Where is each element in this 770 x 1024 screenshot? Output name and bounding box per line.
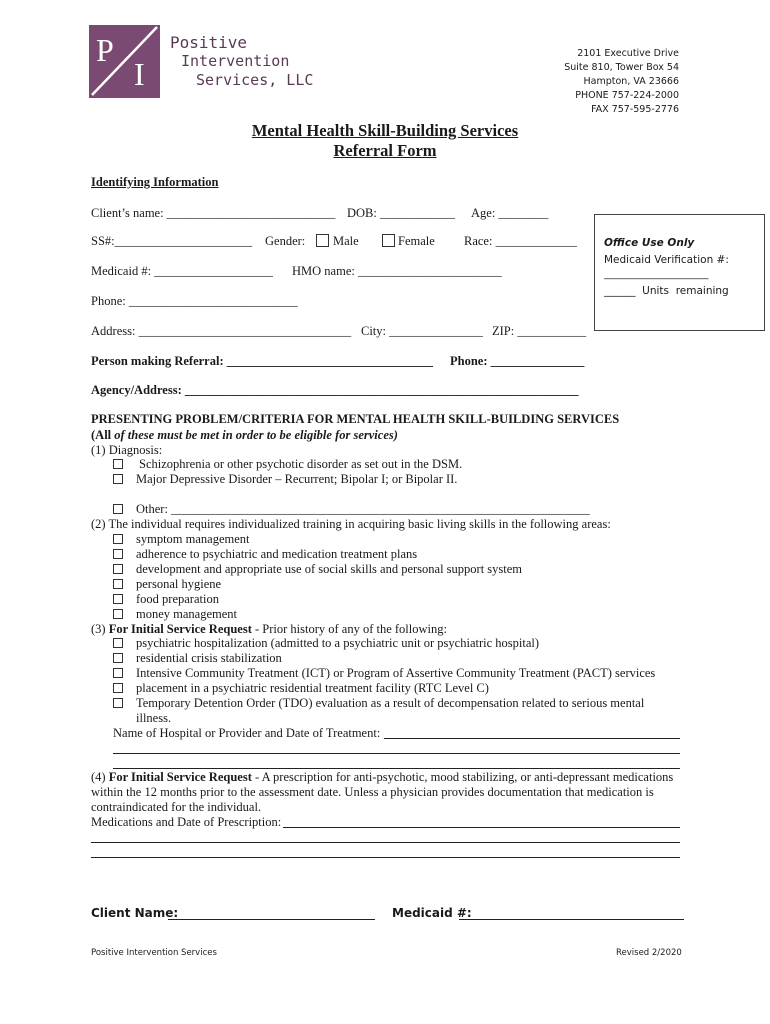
- training-item: food preparation: [136, 592, 219, 606]
- medications-input-line[interactable]: [91, 857, 680, 858]
- referral-phone-field[interactable]: Phone: _______________: [450, 354, 585, 368]
- training-item: personal hygiene: [136, 577, 222, 591]
- medications-label: Medications and Date of Prescription:: [91, 815, 282, 829]
- diagnosis-other-field[interactable]: Other: ___________________________________________________________________: [136, 502, 590, 516]
- address-line: 2101 Executive Drive: [577, 48, 679, 59]
- office-use-heading: Office Use Only: [604, 237, 695, 249]
- medicaid-verification-label: Medicaid Verification #:: [604, 254, 729, 266]
- hospital-input-line[interactable]: [113, 753, 680, 754]
- initial-request-4-text: contraindicated for the individual.: [91, 800, 262, 814]
- diagnosis-label: (1) Diagnosis:: [91, 443, 163, 457]
- footer-client-name-label: Client Name:: [91, 906, 183, 920]
- dob-field[interactable]: DOB: ____________: [347, 206, 455, 220]
- training-checkbox[interactable]: [113, 609, 123, 619]
- logo-letter-i: I: [134, 56, 145, 92]
- age-field[interactable]: Age: ________: [471, 206, 549, 220]
- fax-line: FAX 757-595-2776: [591, 104, 679, 115]
- medications-input-line[interactable]: [283, 827, 680, 828]
- training-label: (2) The individual requires individualized training in acquiring basic living skills in the following areas:: [91, 517, 611, 531]
- form-title: Mental Health Skill-Building Services: [251, 121, 519, 140]
- phone-field[interactable]: Phone: ___________________________: [91, 294, 298, 308]
- city-field[interactable]: City: _______________: [361, 324, 483, 338]
- gender-label: Gender:: [265, 234, 306, 248]
- history-checkbox[interactable]: [113, 698, 123, 708]
- race-field[interactable]: Race: _____________: [464, 234, 577, 248]
- logo-word-intervention: Intervention: [181, 52, 290, 70]
- office-use-box: [594, 214, 765, 331]
- initial-request-4-text: within the 12 months prior to the assessment date. Unless a physician provides documentation that medication is: [91, 785, 654, 799]
- hospital-input-line[interactable]: [384, 738, 680, 739]
- criteria-heading: PRESENTING PROBLEM/CRITERIA FOR MENTAL HEALTH SKILL-BUILDING SERVICES: [91, 412, 620, 426]
- medicaid-verification-blank[interactable]: ______________________: [604, 269, 709, 280]
- phone-line: PHONE 757-224-2000: [575, 90, 679, 101]
- initial-request-4-label: (4) For Initial Service Request - A prescription for anti-psychotic, mood stabilizing, or anti-depressant medications: [91, 770, 674, 784]
- male-checkbox[interactable]: [316, 234, 329, 247]
- diagnosis-option: Major Depressive Disorder – Recurrent; Bipolar I; or Bipolar II.: [136, 472, 458, 486]
- female-checkbox[interactable]: [382, 234, 395, 247]
- footer-client-name-line[interactable]: [168, 919, 375, 920]
- address-line: Suite 810, Tower Box 54: [564, 62, 679, 73]
- ss-field[interactable]: SS#:______________________: [91, 234, 253, 248]
- training-item: money management: [136, 607, 238, 621]
- training-checkbox[interactable]: [113, 534, 123, 544]
- criteria-subheading: (All of these must be met in order to be eligible for services): [91, 428, 398, 442]
- history-item: Temporary Detention Order (TDO) evaluation as a result of decompensation related to serious mental: [136, 696, 645, 710]
- history-item: psychiatric hospitalization (admitted to a psychiatric unit or psychiatric hospital): [136, 636, 540, 650]
- training-checkbox[interactable]: [113, 564, 123, 574]
- male-label: Male: [333, 234, 359, 248]
- diagnosis-option: Schizophrenia or other psychotic disorder as set out in the DSM.: [139, 457, 463, 471]
- training-checkbox[interactable]: [113, 579, 123, 589]
- history-checkbox[interactable]: [113, 683, 123, 693]
- initial-request-3-label: (3) For Initial Service Request - Prior history of any of the following:: [91, 622, 447, 636]
- history-checkbox[interactable]: [113, 653, 123, 663]
- training-item: development and appropriate use of social skills and personal support system: [136, 562, 523, 576]
- diagnosis-other-checkbox[interactable]: [113, 504, 123, 514]
- person-referral-field[interactable]: Person making Referral: _________________________________: [91, 354, 433, 368]
- agency-address-field[interactable]: Agency/Address: _______________________________________________________________: [91, 383, 579, 397]
- training-item: adherence to psychiatric and medication treatment plans: [136, 547, 418, 561]
- clients-name-field[interactable]: Client’s name: ___________________________: [91, 206, 336, 220]
- logo-word-services: Services, LLC: [196, 71, 314, 89]
- zip-field[interactable]: ZIP: ___________: [492, 324, 587, 338]
- footer-medicaid-label: Medicaid #:: [392, 906, 472, 920]
- hospital-label: Name of Hospital or Provider and Date of Treatment:: [113, 726, 381, 740]
- history-checkbox[interactable]: [113, 668, 123, 678]
- training-checkbox[interactable]: [113, 594, 123, 604]
- units-remaining-field[interactable]: ______ Units remaining: [604, 285, 729, 297]
- logo-word-positive: Positive: [170, 33, 248, 52]
- history-item: residential crisis stabilization: [136, 651, 282, 665]
- logo-letter-p: P: [96, 32, 114, 68]
- address-line: Hampton, VA 23666: [583, 76, 679, 87]
- hospital-input-line[interactable]: [113, 768, 680, 769]
- footer-medicaid-line[interactable]: [459, 919, 684, 920]
- diagnosis-schizophrenia-checkbox[interactable]: [113, 459, 123, 469]
- diagnosis-depressive-checkbox[interactable]: [113, 474, 123, 484]
- female-label: Female: [398, 234, 435, 248]
- hmo-field[interactable]: HMO name: _______________________: [292, 264, 502, 278]
- training-item: symptom management: [136, 532, 250, 546]
- address-field[interactable]: Address: __________________________________: [91, 324, 352, 338]
- history-item: placement in a psychiatric residential treatment facility (RTC Level C): [136, 681, 489, 695]
- form-subtitle: Referral Form: [333, 141, 437, 160]
- medications-input-line[interactable]: [91, 842, 680, 843]
- training-checkbox[interactable]: [113, 549, 123, 559]
- history-item-continued: illness.: [136, 711, 172, 725]
- footer-organization: Positive Intervention Services: [91, 948, 217, 958]
- section-heading-identifying: Identifying Information: [91, 175, 219, 189]
- footer-revised-date: Revised 2/2020: [616, 948, 682, 958]
- history-checkbox[interactable]: [113, 638, 123, 648]
- history-item: Intensive Community Treatment (ICT) or Program of Assertive Community Treatment (PACT) services: [136, 666, 656, 680]
- medicaid-field[interactable]: Medicaid #: ___________________: [91, 264, 273, 278]
